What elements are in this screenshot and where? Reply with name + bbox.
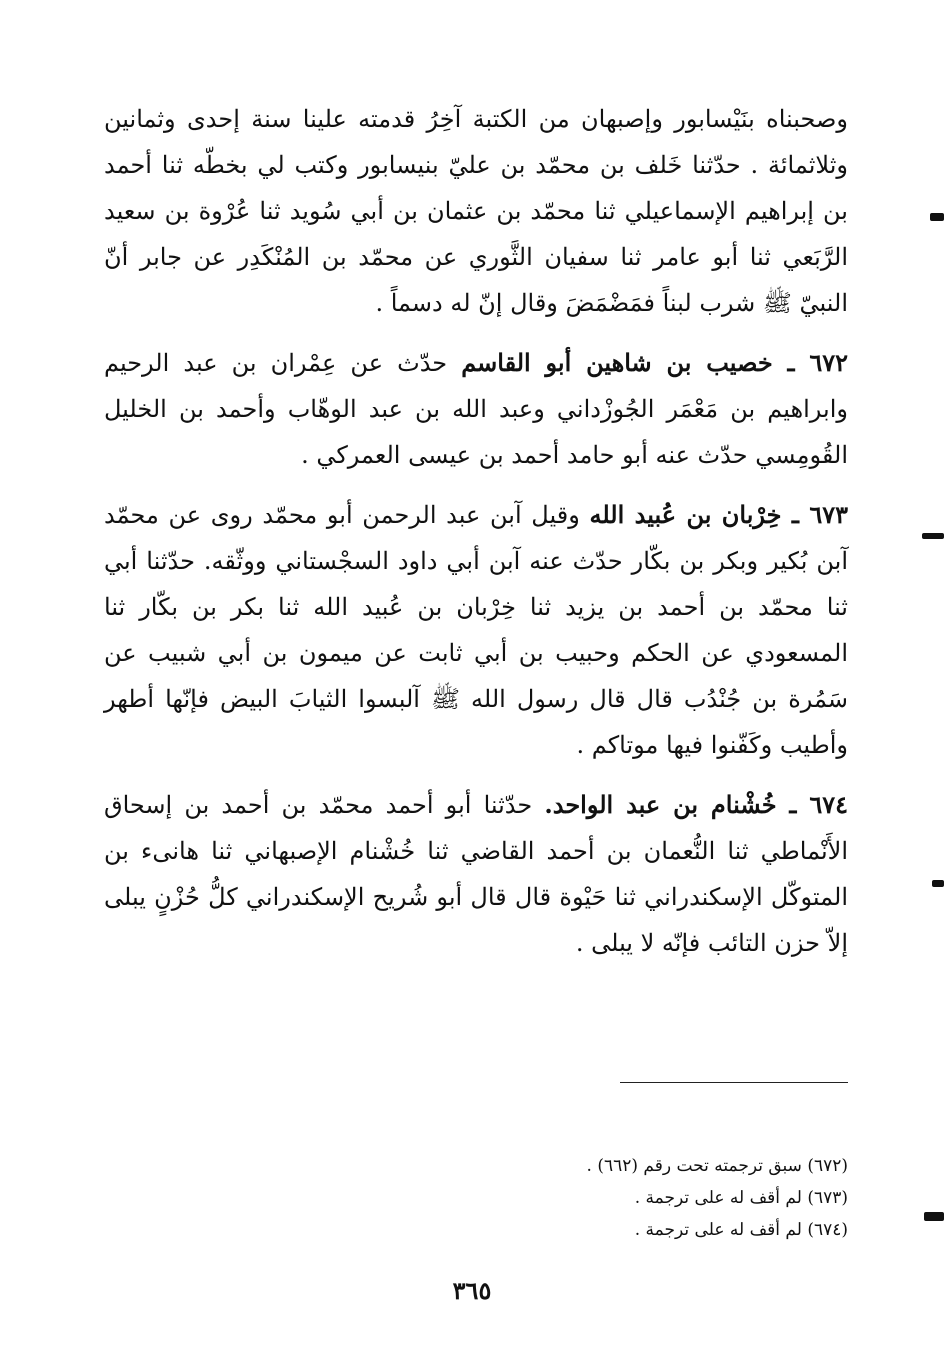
entry-text: حدّث عن عِمْران بن عبد الرحيم وابراهيم بن مَعْمَر الجُوزْداني وعبد الله بن عبد الوهّاب وأحمد بن الخليل القُومِسي حدّث عنه أبو حامد أحمد بن عيسى العمركي . [104,349,848,469]
footnote-672: (٦٧٢) سبق ترجمته تحت رقم (٦٦٢) . [586,1156,848,1176]
footnote-divider [620,1082,848,1083]
entry-heading: ٦٧٢ ـ خصيب بن شاهين أبو القاسم [461,348,848,377]
entry-text: حدّثنا أبو أحمد محمّد بن أحمد بن إسحاق الأَنْماطي ثنا النُّعمان بن أحمد القاضي ثنا خُشْنام الإصبهاني ثنا هانىء بن المتوكّل الإسكندراني ثنا حَيْوة قال قال أبو شُريح الإسكندراني كلُّ حُزْنٍ يبلى إلاّ حزن التائب فإنّه لا يبلى . [104,791,848,957]
scan-margin-mark [924,1212,944,1221]
entry-672 [104,340,848,478]
paragraph-continuation [104,96,848,326]
scan-margin-mark [922,533,944,539]
entry-text: وقيل آبن عبد الرحمن أبو محمّد روى عن محمّد آبن بُكير وبكر بن بكّار حدّث عنه آبن أبي داود السجْستاني ووثّقه. حدّثنا أبي ثنا محمّد بن أحمد بن يزيد ثنا خِرْبان بن عُبيد الله ثنا بكر بن بكّار ثنا المسعودي عن الحكم وحبيب بن أبي ثابت عن ميمون بن أبي شبيب عن سَمُرة بن جُنْدُب قال قال رسول الله ﷺ آلبسوا الثيابَ البيض فإنّها أطهر وأطيب وكَفّنوا فيها موتاكم . [104,501,848,759]
entry-673 [104,492,848,768]
entry-674 [104,782,848,966]
entry-heading: ٦٧٣ ـ خِرْبان بن عُبيد الله [589,500,849,529]
scan-margin-mark [930,213,944,221]
scan-margin-mark [932,880,944,887]
page-number: ٣٦٥ [452,1276,492,1305]
footnotes [500,1150,848,1246]
entry-heading: ٦٧٤ ـ خُشْنام بن عبد الواحد. [544,790,848,819]
main-text [104,96,848,966]
paragraph-text: وصحبناه بنَيْسابور وإصبهان من الكتبة آخِرُ قدمته علينا سنة إحدى وثمانين وثلاثمائة . حدّثنا خَلف بن محمّد بن عليّ بنيسابور وكتب لي بخطّه ثنا أحمد بن إبراهيم الإسماعيلي ثنا محمّد بن عثمان بن أبي سُويد ثنا عُرْوة بن سعيد الرَّبَعي ثنا أبو عامر ثنا سفيان الثَّوري عن محمّد بن المُنْكَدِر عن جابر أنّ النبيّ ﷺ شرب لبناً فمَضْمَضَ وقال إنّ له دسماً . [104,105,848,317]
footnote-674: (٦٧٤) لم أقف له على ترجمة . [634,1220,848,1240]
footnote-673: (٦٧٣) لم أقف له على ترجمة . [634,1188,848,1208]
